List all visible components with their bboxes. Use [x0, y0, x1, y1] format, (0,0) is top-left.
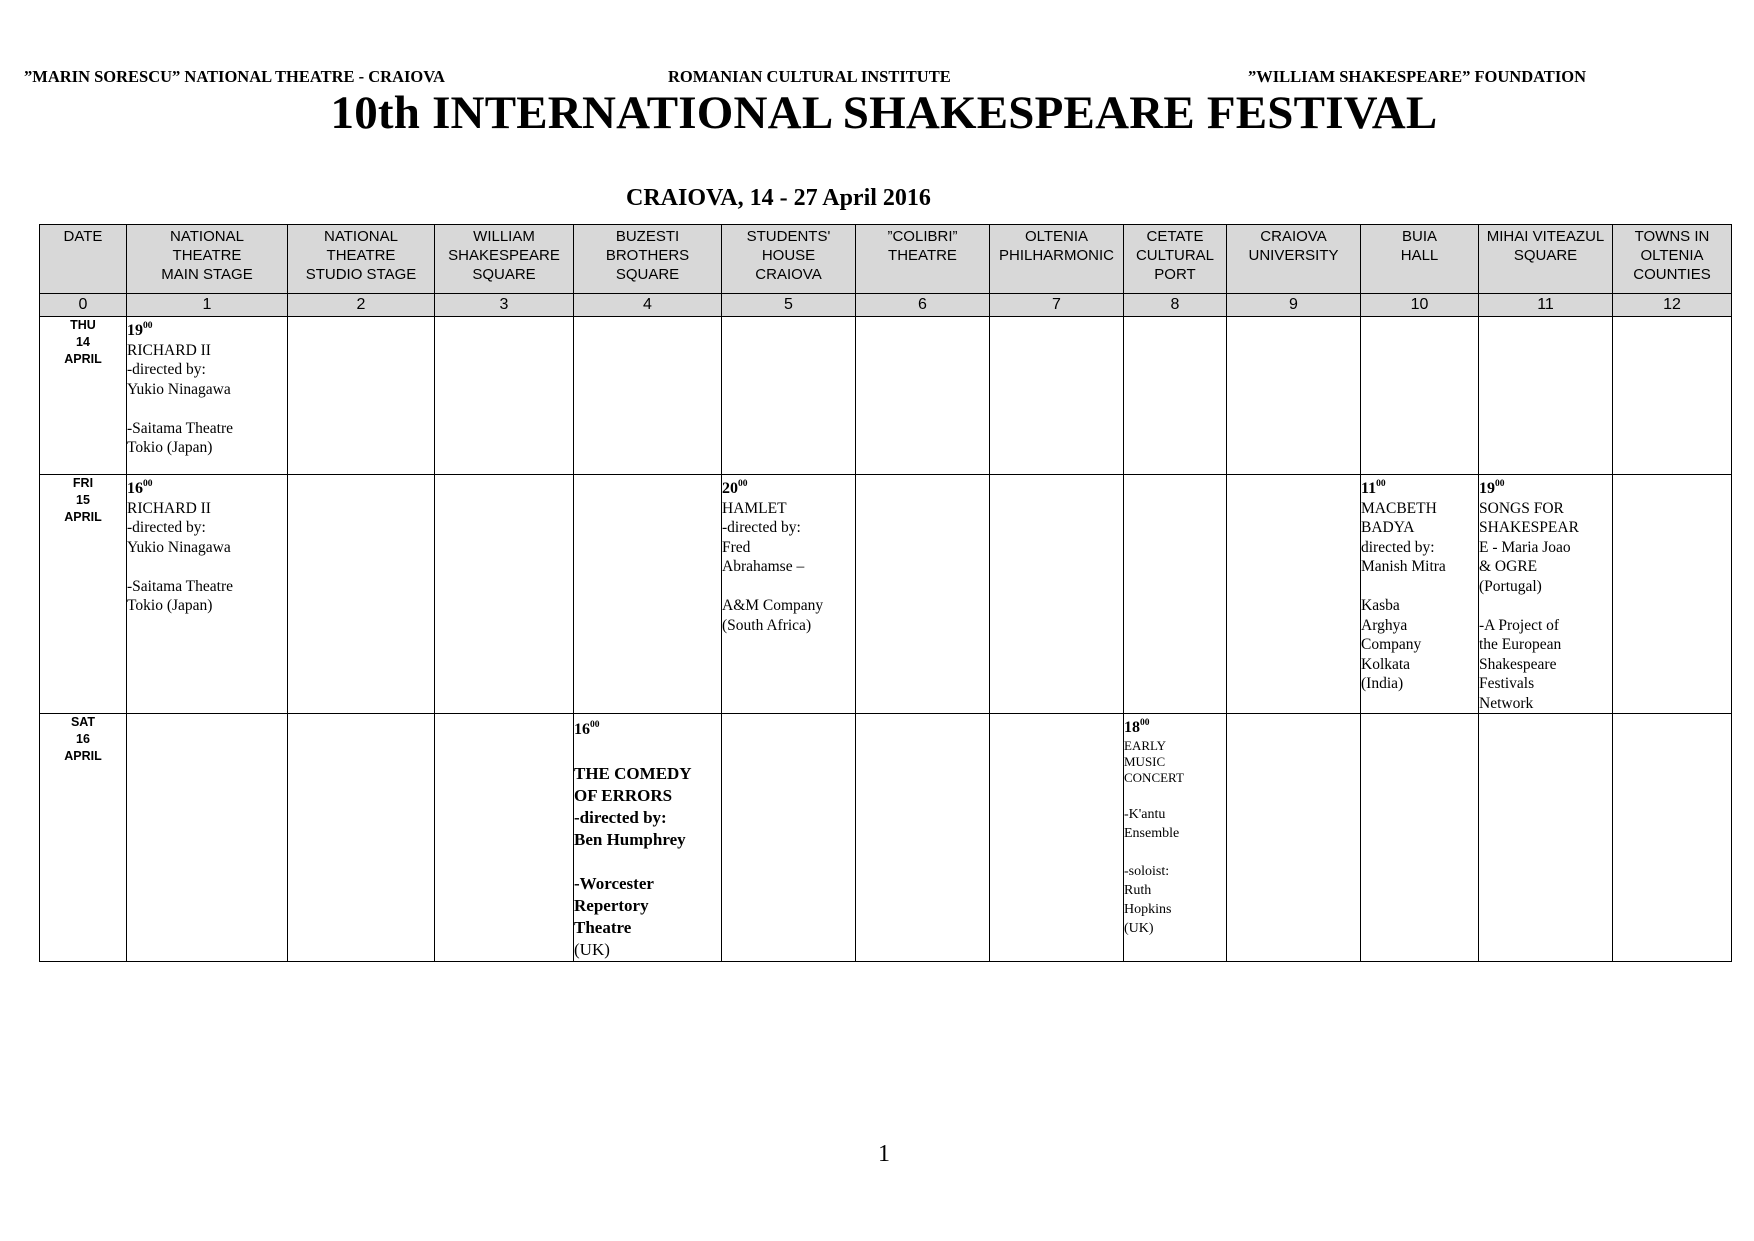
event-line: -directed by:: [127, 361, 206, 378]
event-line: Yukio Ninagawa: [127, 538, 231, 556]
event-hour: 16: [127, 480, 143, 497]
event-line: (UK): [1124, 921, 1154, 936]
table-row-fri-15: [40, 475, 1732, 714]
event-line: Company: [1361, 636, 1422, 653]
empty-cell: [1479, 714, 1613, 962]
column-header-line: STUDIO STAGE: [305, 266, 417, 283]
organizer-national-theatre: ”MARIN SORESCU” NATIONAL THEATRE - CRAIOVA: [24, 67, 445, 86]
column-header-line: BUZESTI: [615, 228, 680, 245]
column-number: 7: [990, 294, 1124, 317]
event-line: the European: [1479, 636, 1562, 653]
column-header-date: [40, 225, 127, 294]
schedule-table: [39, 224, 1732, 962]
column-header-line: MIHAI VITEAZUL: [1486, 228, 1605, 245]
event-line: Theatre: [574, 918, 632, 937]
event-cell: [127, 475, 288, 714]
column-number: 1: [127, 294, 288, 317]
empty-cell: [435, 475, 574, 714]
column-number: 2: [288, 294, 435, 317]
empty-cell: [1361, 317, 1479, 475]
empty-cell: [990, 475, 1124, 714]
event-line: Kasba: [1361, 597, 1400, 614]
day-weekday: SAT: [70, 715, 96, 729]
empty-cell: [856, 317, 990, 475]
event-time: [127, 480, 153, 497]
column-header-line: PHILHARMONIC: [998, 247, 1114, 264]
event-line: SONGS FOR: [1479, 499, 1564, 517]
empty-cell: [1227, 475, 1361, 714]
day-cell: [40, 475, 127, 714]
column-number: 3: [435, 294, 574, 317]
column-header-line: STUDENTS': [746, 228, 831, 245]
event-line: -K'antu: [1124, 807, 1166, 822]
column-header-line: WILLIAM: [473, 228, 535, 245]
festival-title: 10th INTERNATIONAL SHAKESPEARE FESTIVAL: [330, 87, 1438, 139]
column-header-national-theatre-main-stage: [127, 225, 288, 294]
event-line: (UK): [574, 940, 610, 959]
event-line: Hopkins: [1124, 902, 1172, 917]
column-header-line: HOUSE: [761, 247, 816, 264]
empty-cell: [1613, 714, 1732, 962]
event-line: MUSIC: [1124, 754, 1166, 769]
event-hour: 18: [1124, 719, 1140, 736]
event-line: A&M Company: [722, 597, 824, 614]
venue-header-row: [40, 225, 1732, 294]
event-line: OF ERRORS: [574, 786, 673, 805]
column-header-line: CRAIOVA: [1260, 228, 1327, 245]
event-cell: [127, 317, 288, 475]
event-hour: 11: [1361, 480, 1377, 497]
event-line: -Worcester: [574, 874, 654, 893]
column-header-line: COUNTIES: [1633, 266, 1711, 283]
event-line: Shakespeare: [1479, 655, 1557, 673]
event-line: Tokio (Japan): [127, 597, 213, 614]
event-line: & OGRE: [1479, 558, 1538, 575]
column-number: 9: [1227, 294, 1361, 317]
event-line: -Saitama Theatre: [127, 419, 234, 437]
event-line: -directed by:: [127, 519, 206, 536]
column-header-line: ”COLIBRI”: [887, 228, 958, 245]
event-line: CONCERT: [1124, 770, 1184, 785]
column-header-line: THEATRE: [172, 247, 242, 264]
day-weekday: THU: [70, 318, 96, 332]
event-hour: 19: [1479, 480, 1495, 497]
empty-cell: [435, 317, 574, 475]
festival-subtitle: CRAIOVA, 14 - 27 April 2016: [626, 185, 931, 211]
column-number-row: [40, 294, 1732, 317]
event-line: [127, 399, 287, 419]
event-line: Manish Mitra: [1361, 558, 1446, 575]
event-minutes: 00: [143, 321, 153, 331]
event-hour: 19: [127, 322, 143, 339]
day-cell: [40, 317, 127, 475]
empty-cell: [574, 317, 722, 475]
event-minutes: 00: [1376, 479, 1386, 489]
event-time: [1124, 719, 1150, 736]
empty-cell: [574, 475, 722, 714]
event-time: [722, 480, 748, 497]
event-line: [574, 741, 721, 763]
event-line: Ensemble: [1124, 826, 1180, 841]
event-time: [1479, 480, 1505, 497]
column-number: 6: [856, 294, 990, 317]
day-month: APRIL: [64, 352, 102, 366]
event-line: Network: [1479, 694, 1534, 712]
column-header-line: THEATRE: [888, 247, 957, 264]
day-cell: [40, 714, 127, 962]
event-line: Repertory: [574, 896, 649, 915]
empty-cell: [288, 475, 435, 714]
column-header-line: BUIA: [1401, 228, 1437, 245]
empty-cell: [1124, 475, 1227, 714]
column-number: 0: [40, 294, 127, 317]
empty-cell: [1227, 317, 1361, 475]
column-number: 10: [1361, 294, 1479, 317]
empty-cell: [1361, 714, 1479, 962]
day-date: 14: [76, 335, 90, 349]
event-line: [1124, 786, 1226, 805]
event-time: [127, 322, 153, 339]
column-header-cetate-cultural-port: [1124, 225, 1227, 294]
event-time: [1361, 480, 1386, 497]
table-row-sat-16: [40, 714, 1732, 962]
column-header-line: TOWNS IN: [1634, 228, 1710, 245]
event-cell: [574, 714, 722, 962]
column-header-craiova-university: [1227, 225, 1361, 294]
page-number: 1: [878, 1141, 890, 1167]
column-header-william-shakespeare-square: [435, 225, 574, 294]
event-line: RICHARD II: [127, 341, 211, 359]
event-line: SHAKESPEAR: [1479, 519, 1579, 536]
event-line: Arghya: [1361, 616, 1408, 634]
column-header-buzesti-brothers-square: [574, 225, 722, 294]
event-line: -A Project of: [1479, 616, 1560, 634]
empty-cell: [288, 317, 435, 475]
column-number: 8: [1124, 294, 1227, 317]
event-cell: [1479, 475, 1613, 714]
column-header-line: BROTHERS: [605, 247, 690, 264]
event-line: Ruth: [1124, 883, 1152, 898]
event-minutes: 00: [143, 479, 153, 489]
empty-cell: [1124, 317, 1227, 475]
empty-cell: [1613, 317, 1732, 475]
column-header-line: OLTENIA: [1024, 228, 1089, 245]
organizer-shakespeare-foundation: ”WILLIAM SHAKESPEARE” FOUNDATION: [1248, 67, 1586, 86]
event-line: MACBETH: [1361, 499, 1437, 517]
empty-cell: [990, 317, 1124, 475]
column-header-national-theatre-studio-stage: [288, 225, 435, 294]
event-line: Abrahamse –: [722, 558, 805, 575]
column-header-line: CULTURAL: [1135, 247, 1215, 264]
empty-cell: [722, 317, 856, 475]
column-header-students-house: [722, 225, 856, 294]
event-line: THE COMEDY: [574, 764, 692, 783]
empty-cell: [1227, 714, 1361, 962]
event-minutes: 00: [590, 720, 600, 730]
column-header-line: SQUARE: [1513, 247, 1578, 264]
day-month: APRIL: [64, 749, 102, 763]
event-line: directed by:: [1361, 538, 1435, 556]
event-line: [574, 851, 721, 873]
day-date: 15: [76, 493, 90, 507]
event-line: Tokio (Japan): [127, 439, 213, 456]
event-line: (South Africa): [722, 616, 812, 634]
column-header-line: OLTENIA: [1640, 247, 1704, 264]
event-line: HAMLET: [722, 499, 787, 517]
column-header-towns-in-oltenia: [1613, 225, 1732, 294]
event-minutes: 00: [738, 479, 748, 489]
event-cell: [1361, 475, 1479, 714]
event-line: (India): [1361, 675, 1404, 692]
column-number: 4: [574, 294, 722, 317]
event-time: [574, 721, 600, 738]
column-header-line: UNIVERSITY: [1248, 247, 1339, 264]
day-date: 16: [76, 732, 90, 746]
event-line: [1479, 596, 1612, 616]
day-weekday: FRI: [72, 476, 94, 490]
column-number: 11: [1479, 294, 1613, 317]
event-line: Yukio Ninagawa: [127, 380, 231, 398]
column-header-line: SQUARE: [472, 266, 536, 283]
event-line: -Saitama Theatre: [127, 577, 234, 595]
event-line: Ben Humphrey: [574, 830, 686, 849]
empty-cell: [435, 714, 574, 962]
event-cell: [1124, 714, 1227, 962]
event-hour: 20: [722, 480, 738, 497]
empty-cell: [856, 475, 990, 714]
event-line: E - Maria Joao: [1479, 538, 1571, 556]
empty-cell: [1479, 317, 1613, 475]
column-header-line: HALL: [1400, 247, 1439, 264]
column-header-line: SHAKESPEARE: [448, 247, 560, 264]
column-header-colibri-theatre: [856, 225, 990, 294]
event-line: -directed by:: [574, 808, 667, 827]
organizer-cultural-institute: ROMANIAN CULTURAL INSTITUTE: [668, 67, 951, 86]
column-header-line: MAIN STAGE: [161, 266, 253, 283]
table-row-thu-14: [40, 317, 1732, 475]
column-header-line: DATE: [63, 228, 103, 245]
event-line: EARLY: [1124, 738, 1167, 753]
column-header-line: PORT: [1154, 266, 1196, 283]
column-number: 12: [1613, 294, 1732, 317]
empty-cell: [288, 714, 435, 962]
column-number: 5: [722, 294, 856, 317]
column-header-oltenia-philharmonic: [990, 225, 1124, 294]
event-line: Fred: [722, 538, 751, 556]
event-line: [127, 557, 287, 577]
event-minutes: 00: [1140, 718, 1150, 728]
column-header-line: SQUARE: [615, 266, 680, 283]
column-header-mihai-viteazul-square: [1479, 225, 1613, 294]
event-line: Festivals: [1479, 675, 1535, 692]
event-line: [722, 577, 855, 597]
column-header-buia-hall: [1361, 225, 1479, 294]
event-line: Kolkata: [1361, 655, 1411, 673]
event-minutes: 00: [1495, 479, 1505, 489]
event-line: (Portugal): [1479, 577, 1542, 595]
empty-cell: [1613, 475, 1732, 714]
column-header-line: NATIONAL: [170, 228, 244, 245]
day-month: APRIL: [64, 510, 102, 524]
event-line: -directed by:: [722, 519, 801, 536]
event-cell: [722, 475, 856, 714]
column-header-line: THEATRE: [326, 247, 396, 264]
column-header-line: CETATE: [1146, 228, 1204, 245]
empty-cell: [990, 714, 1124, 962]
event-line: [1124, 843, 1226, 862]
event-line: [1361, 577, 1478, 597]
empty-cell: [722, 714, 856, 962]
event-hour: 16: [574, 721, 590, 738]
column-header-line: NATIONAL: [324, 228, 398, 245]
event-line: -soloist:: [1124, 864, 1170, 879]
empty-cell: [127, 714, 288, 962]
column-header-line: CRAIOVA: [755, 266, 822, 283]
event-line: RICHARD II: [127, 499, 211, 517]
empty-cell: [856, 714, 990, 962]
event-line: BADYA: [1361, 519, 1415, 536]
